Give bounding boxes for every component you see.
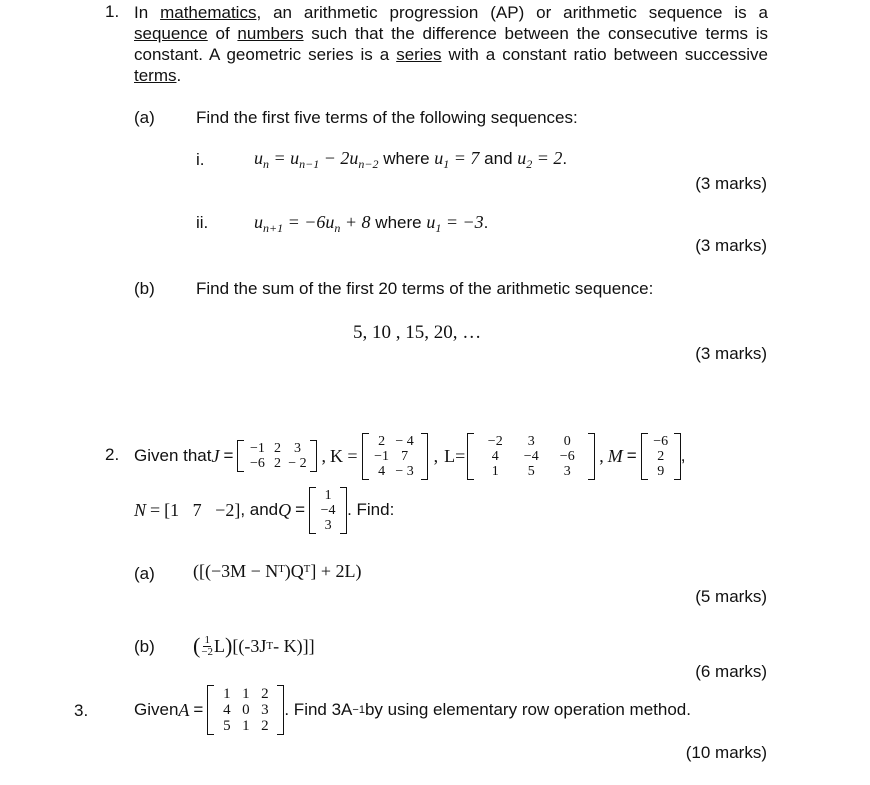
q1b-marks: (3 marks) [695, 344, 767, 363]
matrix-A-cell: 4 [223, 702, 231, 718]
matrix-L [467, 433, 595, 480]
matrix-L-cell: 3 [527, 433, 535, 449]
matrix-K-cell: 7 [401, 448, 409, 464]
q3-text2: by using elementary row operation method. [364, 700, 691, 719]
q1a-label: (a) [134, 108, 155, 127]
q2b-label: (b) [134, 637, 155, 656]
vector-N: [1 7 −2] [164, 499, 241, 520]
matrix-Q [309, 487, 347, 534]
matrix-K-cell: 2 [378, 433, 386, 449]
matrix-L-cell: −2 [487, 433, 503, 449]
matrix-K-cell: − 4 [395, 433, 414, 449]
q3-number: 3. [74, 701, 89, 720]
q1b-text: Find the sum of the first 20 terms of the arithmetic sequence: [196, 279, 654, 298]
matrix-J-cell: − 2 [288, 456, 307, 471]
link-sequence[interactable]: sequence [134, 24, 208, 43]
matrix-Q-cell: −4 [320, 502, 336, 518]
intro-text: such that the difference between the consecutive terms is constant. A geometric series is a [134, 24, 769, 64]
q1-intro [134, 2, 768, 86]
intro-text: , an arithmetic progression (AP) or arithmetic sequence is a [256, 3, 768, 22]
q2a-label: (a) [134, 564, 155, 583]
link-numbers[interactable]: numbers [237, 24, 304, 43]
matrix-K-cell: 4 [378, 463, 386, 479]
q3-given-text: Given [134, 700, 179, 719]
matrix-A-cell: 5 [223, 718, 231, 734]
matrix-Q-cell: 3 [324, 517, 332, 533]
matrix-L-cell: −6 [559, 448, 575, 464]
q2-given-line2: N = [1 7 −2] , and Q = 1 −4 3 . Find: [134, 487, 395, 533]
q2a-expression: ([(−3M − Nᵀ)Qᵀ] + 2L) [193, 561, 362, 581]
matrix-L-cell: 1 [491, 463, 499, 479]
q1ai-marks: (3 marks) [695, 174, 767, 193]
matrix-A [207, 685, 284, 735]
q1aii-label: ii. [196, 213, 209, 232]
q3-text: . Find 3A [284, 700, 353, 719]
q1ai-label: i. [196, 150, 205, 169]
q2-given-line: Given that J = −1 2 3 −6 2 − 2 , K = 2 − 4 −1 7 4 − 3 , L= −2 3 0 4 −4 −6 1 5 3 , M = −6 2 9 , [134, 433, 686, 479]
intro-text: . [176, 66, 182, 85]
matrix-A-cell: 1 [242, 718, 250, 734]
matrix-L-cell: 3 [563, 463, 571, 479]
matrix-Q-cell: 1 [324, 487, 332, 503]
matrix-A-cell: 2 [261, 718, 269, 734]
matrix-J-cell: 2 [273, 441, 281, 456]
q1-number: 1. [105, 2, 120, 21]
matrix-J-cell: −6 [249, 456, 265, 471]
q2-find-text: . Find: [347, 500, 395, 519]
link-mathematics[interactable]: mathematics [160, 3, 257, 22]
link-series[interactable]: series [396, 45, 442, 64]
matrix-J-cell: −1 [249, 441, 265, 456]
matrix-L-cell: 5 [527, 463, 535, 479]
q2b-expression: ( $\frac{1}{-2}$ L ) [(-3J T - K)]] [193, 633, 315, 658]
matrix-J-cell: 3 [293, 441, 301, 456]
intro-text: with a constant ratio between successive [441, 45, 768, 64]
matrix-A-cell: 1 [223, 686, 231, 702]
matrix-M-cell: 2 [657, 448, 665, 464]
intro-text: of [207, 24, 238, 43]
q1a-text: Find the first five terms of the following sequences: [196, 108, 578, 127]
matrix-M [641, 433, 681, 480]
matrix-A-cell: 3 [261, 702, 269, 718]
matrix-J-cell: 2 [273, 456, 281, 471]
q2a-marks: (5 marks) [695, 587, 767, 606]
matrix-K-cell: − 3 [395, 463, 414, 479]
matrix-A-cell: 0 [242, 702, 250, 718]
q1aii-formula: $u_{n+1} = -6u_n + 8$ where $u_1 = -3$. [254, 212, 489, 235]
matrix-J [237, 440, 317, 472]
q1b-sequence: 5, 10 , 15, 20, … [353, 322, 482, 343]
q1aii-marks: (3 marks) [695, 236, 767, 255]
q1ai-formula: $u_n = u_{n-1} - 2u_{n-2}$ where $u_1 = 7$ and $u_2 = 2$. [254, 148, 568, 171]
matrix-A-cell: 1 [242, 686, 250, 702]
matrix-K [362, 433, 428, 480]
matrix-M-cell: −6 [653, 433, 669, 449]
matrix-M-cell: 9 [657, 463, 665, 479]
matrix-L-cell: 0 [563, 433, 571, 449]
matrix-A-cell: 2 [261, 686, 269, 702]
q3-line: Given A = 1 1 2 4 0 3 5 1 2 . Find 3A −1 by using elementary row operation method. [134, 686, 691, 734]
q2b-marks: (6 marks) [695, 662, 767, 681]
intro-text: In [134, 3, 161, 22]
matrix-K-cell: −1 [374, 448, 390, 464]
q2-and-text: , and [240, 500, 279, 519]
matrix-L-cell: 4 [491, 448, 499, 464]
q1b-label: (b) [134, 279, 155, 298]
q2-number: 2. [105, 445, 120, 464]
q3-marks: (10 marks) [685, 743, 767, 762]
q2-given-text: Given that [134, 446, 212, 465]
link-terms[interactable]: terms [134, 66, 177, 85]
matrix-L-cell: −4 [523, 448, 539, 464]
